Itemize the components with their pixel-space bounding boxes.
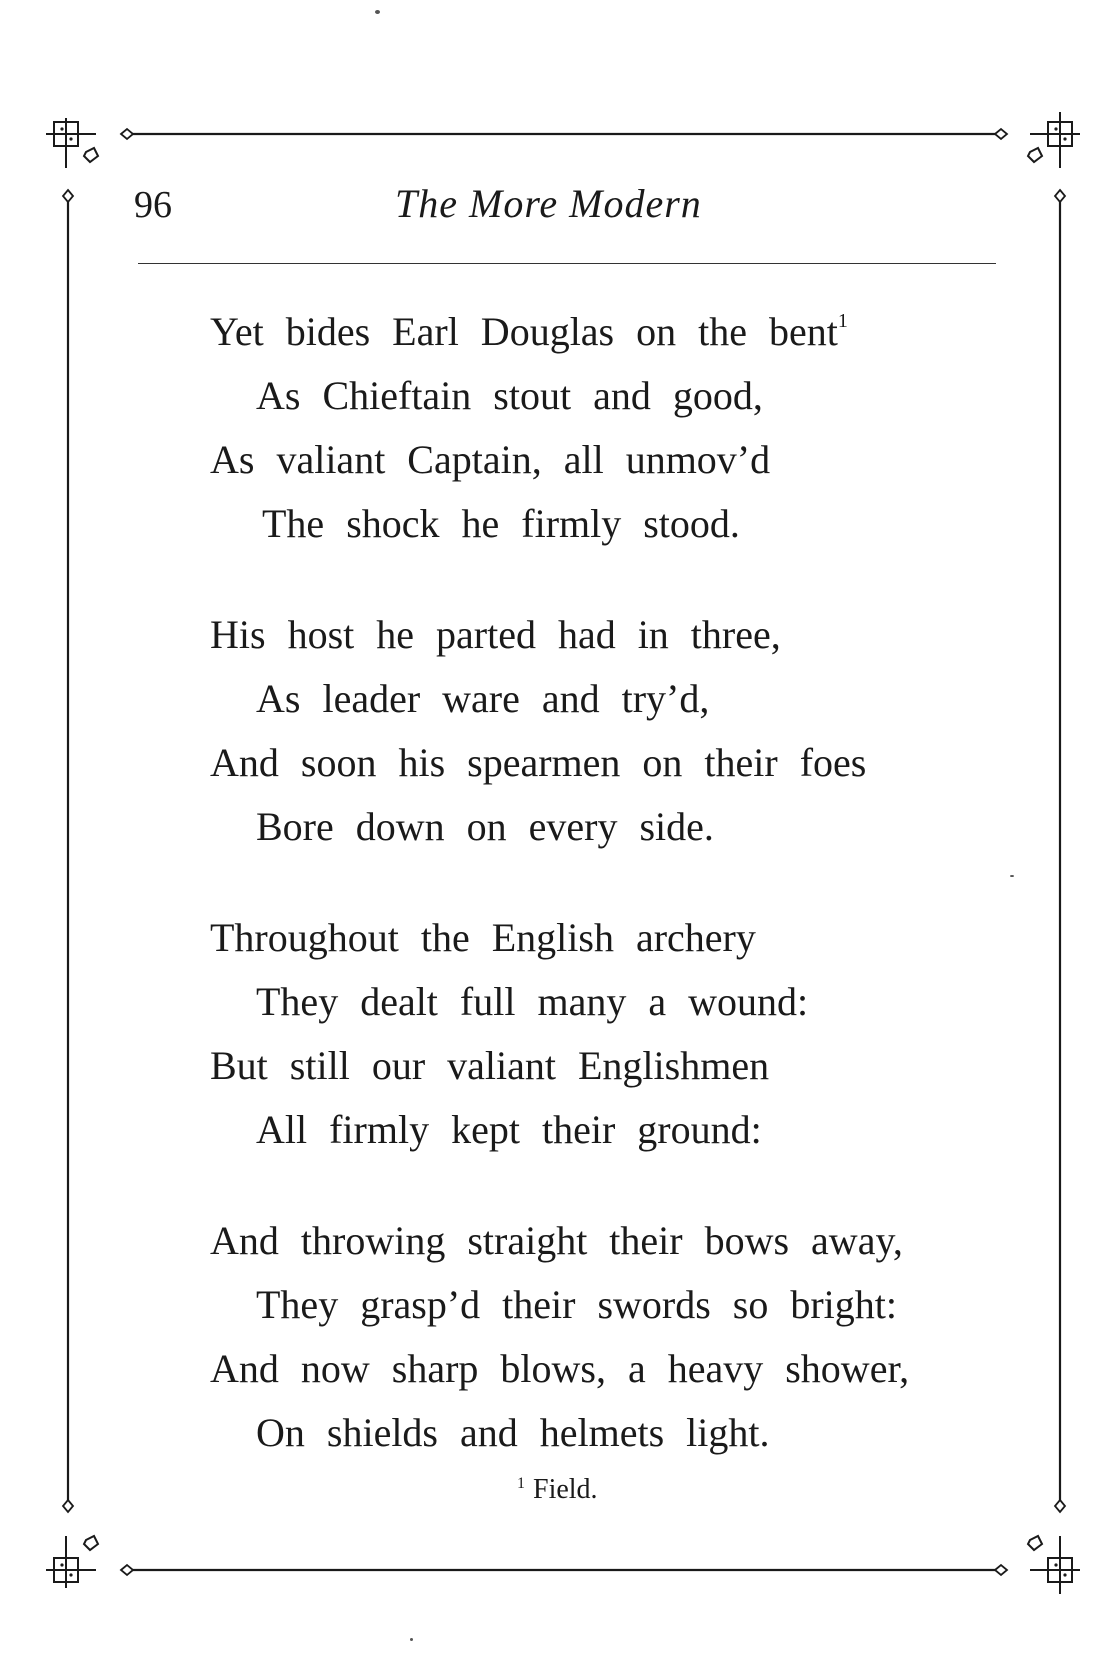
- stanza: [210, 603, 990, 859]
- poem-line: All firmly kept their ground:: [256, 1107, 762, 1152]
- poem-line: As Chieftain stout and good,: [256, 373, 763, 418]
- footnote-text: Field.: [533, 1474, 598, 1505]
- running-title: The More Modern: [395, 181, 702, 226]
- stanza: [210, 300, 990, 556]
- scan-speck: [410, 1638, 413, 1641]
- page-number: 96: [134, 184, 172, 226]
- stanza: [210, 1209, 990, 1465]
- scan-speck: [1010, 875, 1014, 877]
- scan-speck: [375, 10, 380, 14]
- poem-line: As leader ware and try’d,: [256, 676, 710, 721]
- footnote-marker: 1: [517, 1475, 525, 1492]
- poem-body: [210, 300, 990, 1512]
- poem-line: Bore down on every side.: [256, 804, 714, 849]
- poem-line: And now sharp blows, a heavy shower,: [210, 1346, 910, 1391]
- poem-line: But still our valiant Englishmen: [210, 1043, 770, 1088]
- poem-line: As valiant Captain, all unmov’d: [210, 437, 771, 482]
- poem-line: On shields and helmets light.: [256, 1410, 770, 1455]
- poem-line: Throughout the English archery: [210, 915, 756, 960]
- poem-line: And throwing straight their bows away,: [210, 1218, 903, 1263]
- footnote: [517, 1474, 598, 1506]
- poem-line: [210, 300, 990, 364]
- poem-line: They grasp’d their swords so bright:: [256, 1282, 898, 1327]
- stanza: [210, 906, 990, 1162]
- poem-line-text: Yet bides Earl Douglas on the bent: [210, 309, 838, 354]
- footnote-reference: 1: [837, 310, 848, 332]
- poem-line: His host he parted had in three,: [210, 612, 781, 657]
- poem-line: The shock he firmly stood.: [262, 501, 740, 546]
- poem-line: They dealt full many a wound:: [256, 979, 809, 1024]
- header-rule: [138, 263, 996, 264]
- poem-line: And soon his spearmen on their foes: [210, 740, 867, 785]
